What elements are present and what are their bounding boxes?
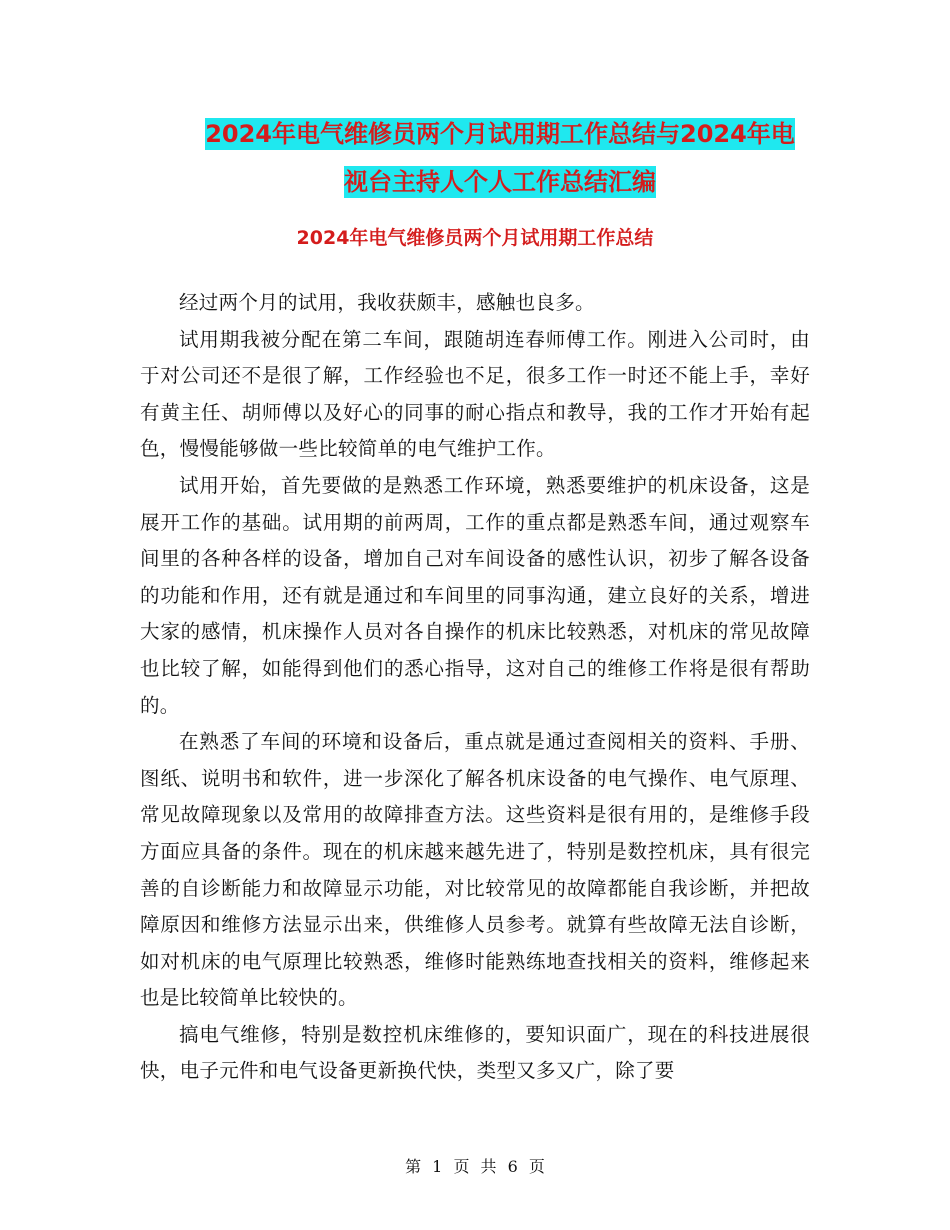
document-body <box>140 285 810 1090</box>
paragraph: 经过两个月的试用，我收获颇丰，感触也良多。 <box>179 291 595 314</box>
paragraph: 试用开始，首先要做的是熟悉工作环境，熟悉要维护的机床设备，这是展开工作的基础。试用期的前两周，工作的重点都是熟悉车间，通过观察车间里的各种各样的设备，增加自己对车间设备的感性认识，初步了解各设备的功能和作用，还有就是通过和车间里的同事沟通，建立良好的关系，增进大家的感情，机床操作人员对各自操作的机床比较熟悉，对机床的常见故障也比较了解，如能得到他们的悉心指导，这对自己的维修工作将是很有帮助的。 <box>140 473 810 717</box>
document-title-line-1: 2024年电气维修员两个月试用期工作总结与2024年电 <box>205 120 795 148</box>
document-title-line-2: 视台主持人个人工作总结汇编 <box>344 168 656 196</box>
paragraph: 搞电气维修，特别是数控机床维修的，要知识面广，现在的科技进展很快，电子元件和电气设备更新换代快，类型又多又广，除了要 <box>140 1022 810 1083</box>
page-footer: 第 1 页 共 6 页 <box>405 1157 545 1176</box>
section-title: 2024年电气维修员两个月试用期工作总结 <box>296 227 654 249</box>
document-title <box>140 110 860 206</box>
paragraph: 试用期我被分配在第二车间，跟随胡连春师傅工作。刚进入公司时，由于对公司还不是很了解，工作经验也不足，很多工作一时还不能上手，幸好有黄主任、胡师傅以及好心的同事的耐心指点和教导，我的工作才开始有起色，慢慢能够做一些比较简单的电气维护工作。 <box>140 327 810 461</box>
paragraph: 在熟悉了车间的环境和设备后，重点就是通过查阅相关的资料、手册、图纸、说明书和软件，进一步深化了解各机床设备的电气操作、电气原理、常见故障现象以及常用的故障排查方法。这些资料是很有用的，是维修手段方面应具备的条件。现在的机床越来越先进了，特别是数控机床，具有很完善的自诊断能力和故障显示功能，对比较常见的故障都能自我诊断，并把故障原因和维修方法显示出来，供维修人员参考。就算有些故障无法自诊断，如对机床的电气原理比较熟悉，维修时能熟练地查找相关的资料，维修起来也是比较简单比较快的。 <box>140 730 810 1010</box>
